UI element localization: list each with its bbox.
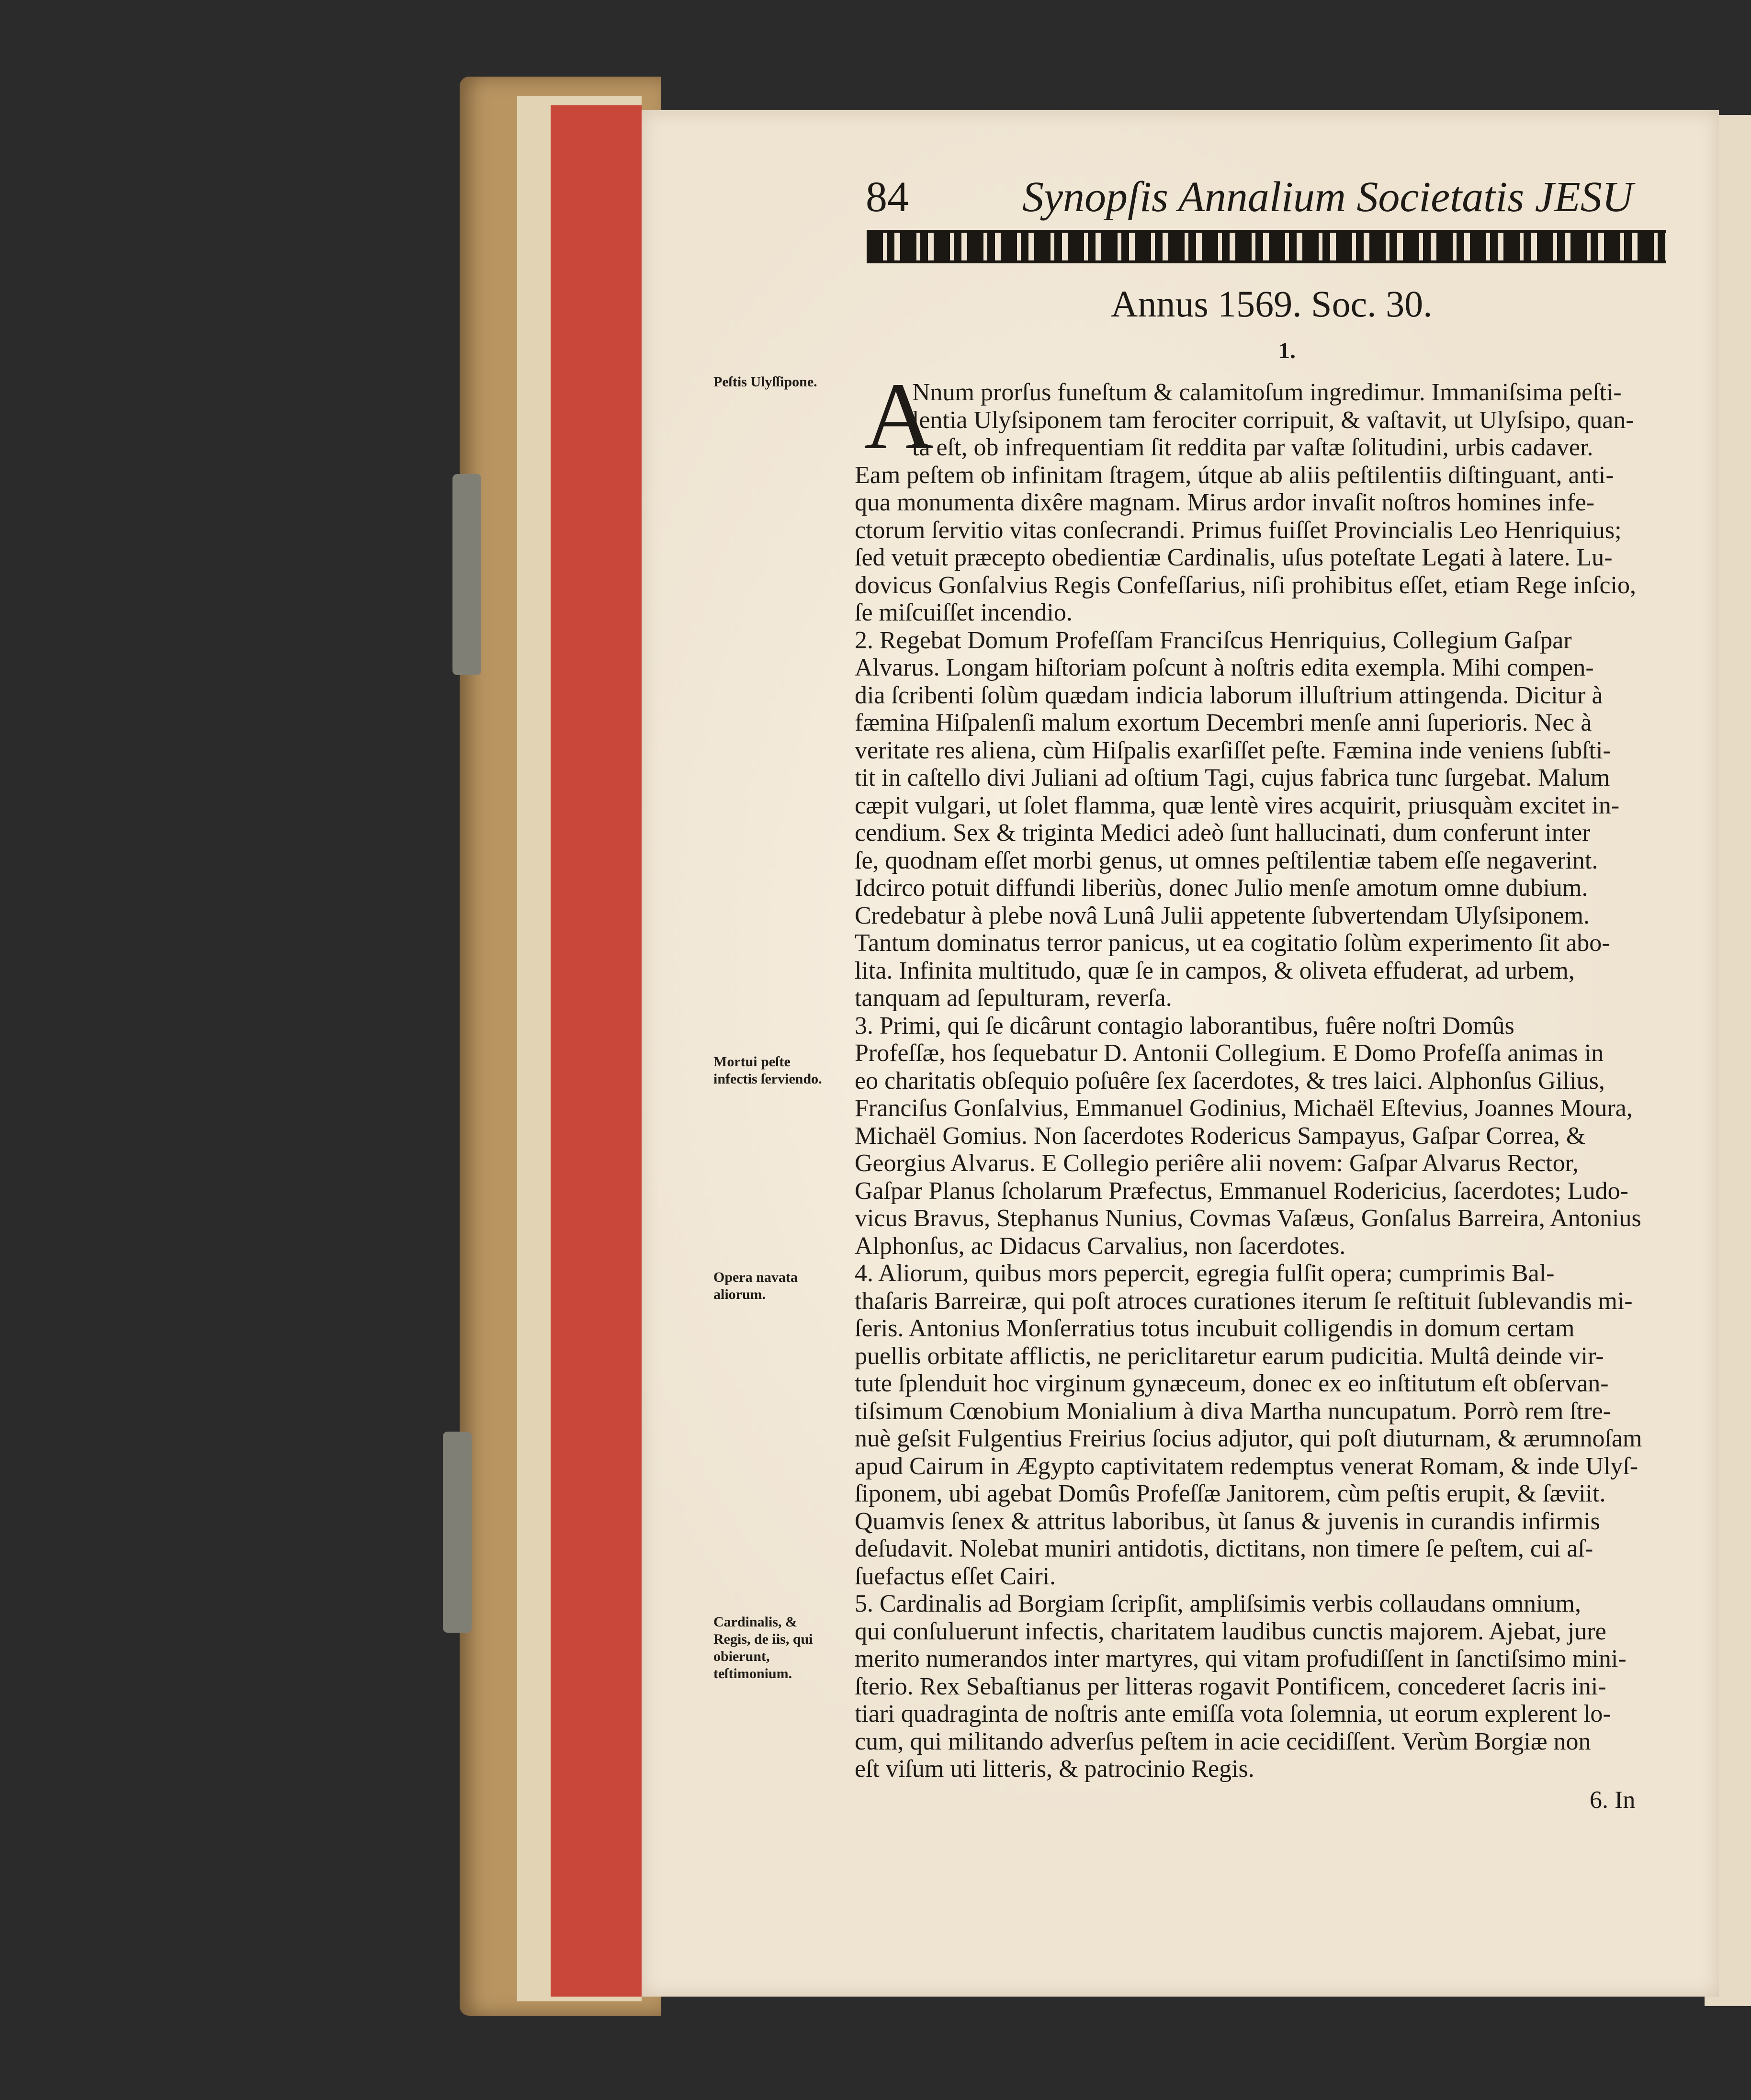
body-line: eo charitatis obſequio poſuêre ſex ſacerdotes, & tres laici. Alphonſus Gilius, <box>855 1067 1605 1095</box>
body-line: Alvarus. Longam hiſtoriam poſcunt à noſtris edita exempla. Mihi compen- <box>855 654 1594 681</box>
body-line: apud Cairum in Ægypto captivitatem redemptus venerat Romam, & inde Ulyſ- <box>855 1452 1638 1480</box>
body-line: merito numerandos inter martyres, qui vitam profudiſſent in ſanctiſsimo mini- <box>855 1645 1627 1672</box>
body-line: Profeſſæ, hos ſequebatur D. Antonii Collegium. E Domo Profeſſa animas in <box>855 1039 1604 1067</box>
drop-cap: A <box>864 363 934 469</box>
body-line: veritate res aliena, cùm Hiſpalis exarſiſſet peſte. Fæmina inde veniens ſubſti- <box>855 736 1611 764</box>
body-line: 3. Primi, qui ſe dicârunt contagio laborantibus, fuêre noſtri Domûs <box>855 1012 1514 1039</box>
body-line: ſiponem, ubi agebat Domûs Profeſſæ Janitorem, cùm peſtis erupit, & ſæviit. <box>855 1480 1606 1507</box>
body-line: dovicus Gonſalvius Regis Confeſſarius, niſi prohibitus eſſet, etiam Rege inſcio, <box>855 571 1636 599</box>
ornament-band <box>867 230 1666 263</box>
clasp-bottom <box>443 1432 472 1633</box>
body-line: nuè geſsit Fulgentius Freirius ſocius adjutor, qui poſt diuturnam, & ærumnoſam <box>855 1425 1642 1452</box>
body-line: ſe, quodnam eſſet morbi genus, ut omnes peſtilentiæ tabem eſſe negaverint. <box>855 847 1598 874</box>
body-line: Nnum prorſus funeſtum & calamitoſum ingredimur. Immaniſsima peſti- <box>912 379 1622 406</box>
body-line: 2. Regebat Domum Profeſſam Franciſcus Henriquius, Collegium Gaſpar <box>855 626 1572 654</box>
margin-note-testimony: Cardinalis, & Regis, de iis, qui obierunt, teſtimonium. <box>713 1614 813 1682</box>
body-line: cendium. Sex & triginta Medici adeò ſunt hallucinati, dum conferunt inter <box>855 819 1591 847</box>
body-line: puellis orbitate afflictis, ne periclitaretur earum pudicitia. Multâ deinde vir- <box>855 1342 1604 1370</box>
page-number: 84 <box>866 173 909 221</box>
body-line: vicus Bravus, Stephanus Nunius, Covmas Vaſæus, Gonſalus Barreira, Antonius <box>855 1205 1641 1232</box>
clasp-top <box>452 474 481 675</box>
body-line: Idcirco potuit diffundi liberiùs, donec Julio menſe amotum omne dubium. <box>855 874 1588 902</box>
margin-note-work: Opera navata aliorum. <box>713 1269 798 1302</box>
body-line: ta eſt, ob infrequentiam ſit reddita par vaſtæ ſolitudini, urbis cadaver. <box>912 434 1593 461</box>
body-line: thaſaris Barreiræ, qui poſt atroces curationes iterum ſe reſtituit ſublevandis mi- <box>855 1287 1633 1315</box>
body-line: Eam peſtem ob infinitam ſtragem, útque ab aliis peſtilentiis diſtinguant, anti- <box>855 461 1614 489</box>
body-line: dia ſcribenti ſolùm quædam indicia laborum illuſtrium attingenda. Dicitur à <box>855 681 1603 709</box>
body-line: Credebatur à plebe novâ Lunâ Julii appetente ſubvertendam Ulyſsiponem. <box>855 902 1590 929</box>
body-line: 5. Cardinalis ad Borgiam ſcripſit, ampliſsimis verbis collaudans omnium, <box>855 1590 1581 1617</box>
catchword: 6. In <box>1590 1786 1636 1814</box>
margin-note-plague: Peſtis Ulyſſipone. <box>713 374 817 390</box>
body-line: fæmina Hiſpalenſi malum exortum Decembri menſe anni ſuperioris. Nec à <box>855 709 1592 736</box>
section-number-1: 1. <box>1278 338 1296 363</box>
body-line: deſudavit. Nolebat muniri antidotis, dictitans, non timere ſe peſtem, cui aſ- <box>855 1535 1593 1562</box>
body-line: ctorum ſervitio vitas conſecrandi. Primus fuiſſet Provincialis Leo Henriquius; <box>855 516 1622 544</box>
body-line: tit in caſtello divi Juliani ad oſtium Tagi, cujus fabrica tunc ſurgebat. Malum <box>855 764 1610 791</box>
body-line: tiari quadraginta de noſtris ante emiſſa vota ſolemnia, ut eorum explerent lo- <box>855 1700 1611 1727</box>
body-line: lentia Ulyſsiponem tam ferociter corripuit, & vaſtavit, ut Ulyſsipo, quan- <box>912 406 1634 434</box>
body-line: tute ſplenduit hoc virginum gynæceum, donec ex eo inſtitutum eſt obſervan- <box>855 1370 1609 1397</box>
body-line: ſterio. Rex Sebaſtianus per litteras rogavit Pontificem, concederet ſacris ini- <box>855 1672 1606 1700</box>
body-line: cum, qui militando adverſus peſtem in acie cecidiſſent. Verùm Borgiæ non <box>855 1727 1591 1755</box>
body-line: Alphonſus, ac Didacus Carvalius, non ſacerdotes. <box>855 1232 1346 1260</box>
red-page-edge <box>551 105 642 1997</box>
body-line: ſuefactus eſſet Cairi. <box>855 1562 1056 1590</box>
body-line: ſe miſcuiſſet incendio. <box>855 599 1073 626</box>
margin-note-dead: Mortui peſte infectis ſerviendo. <box>713 1054 822 1087</box>
body-line: Franciſus Gonſalvius, Emmanuel Godinius, Michaël Eſtevius, Joannes Moura, <box>855 1095 1633 1122</box>
body-line: ſeris. Antonius Monſerratius totus incubuit colligendis in domum certam <box>855 1315 1575 1342</box>
body-line: Michaël Gomius. Non ſacerdotes Rodericus Sampayus, Gaſpar Correa, & <box>855 1122 1586 1150</box>
body-line: Tantum dominatus terror panicus, ut ea cogitatio ſolùm experimento ſit abo- <box>855 929 1610 957</box>
body-line: Georgius Alvarus. E Collegio periêre alii novem: Gaſpar Alvarus Rector, <box>855 1150 1579 1177</box>
body-line: Quamvis ſenex & attritus laboribus, ùt ſanus & juvenis in curandis infirmis <box>855 1507 1600 1535</box>
body-line: tanquam ad ſepulturam, reverſa. <box>855 984 1172 1012</box>
body-line: qui conſuluerunt infectis, charitatem laudibus cunctis majorem. Ajebat, jure <box>855 1617 1606 1645</box>
body-line: 4. Aliorum, quibus mors pepercit, egregia fulſit opera; cumprimis Bal- <box>855 1260 1555 1287</box>
running-title: Synopſis Annalium Societatis JESU <box>1022 173 1633 221</box>
body-line: cæpit vulgari, ut ſolet flamma, quæ lentè vires acquirit, priusquàm excitet in- <box>855 791 1620 819</box>
body-line: eſt viſum uti litteris, & patrocinio Regis. <box>855 1755 1254 1783</box>
year-heading: Annus 1569. Soc. 30. <box>1111 283 1433 325</box>
body-line: ſed vetuit præcepto obedientiæ Cardinalis, uſus poteſtate Legati à latere. Lu- <box>855 544 1613 571</box>
body-line: tiſsimum Cœnobium Monialium à diva Martha nuncupatum. Porrò rem ſtre- <box>855 1397 1611 1425</box>
body-line: Gaſpar Planus ſcholarum Præfectus, Emmanuel Rodericius, ſacerdotes; Ludo- <box>855 1177 1628 1205</box>
body-line: qua monumenta dixêre magnam. Mirus ardor invaſit noſtros homines infe- <box>855 489 1595 516</box>
body-line: lita. Infinita multitudo, quæ ſe in campos, & oliveta effuderat, ad urbem, <box>855 957 1575 984</box>
